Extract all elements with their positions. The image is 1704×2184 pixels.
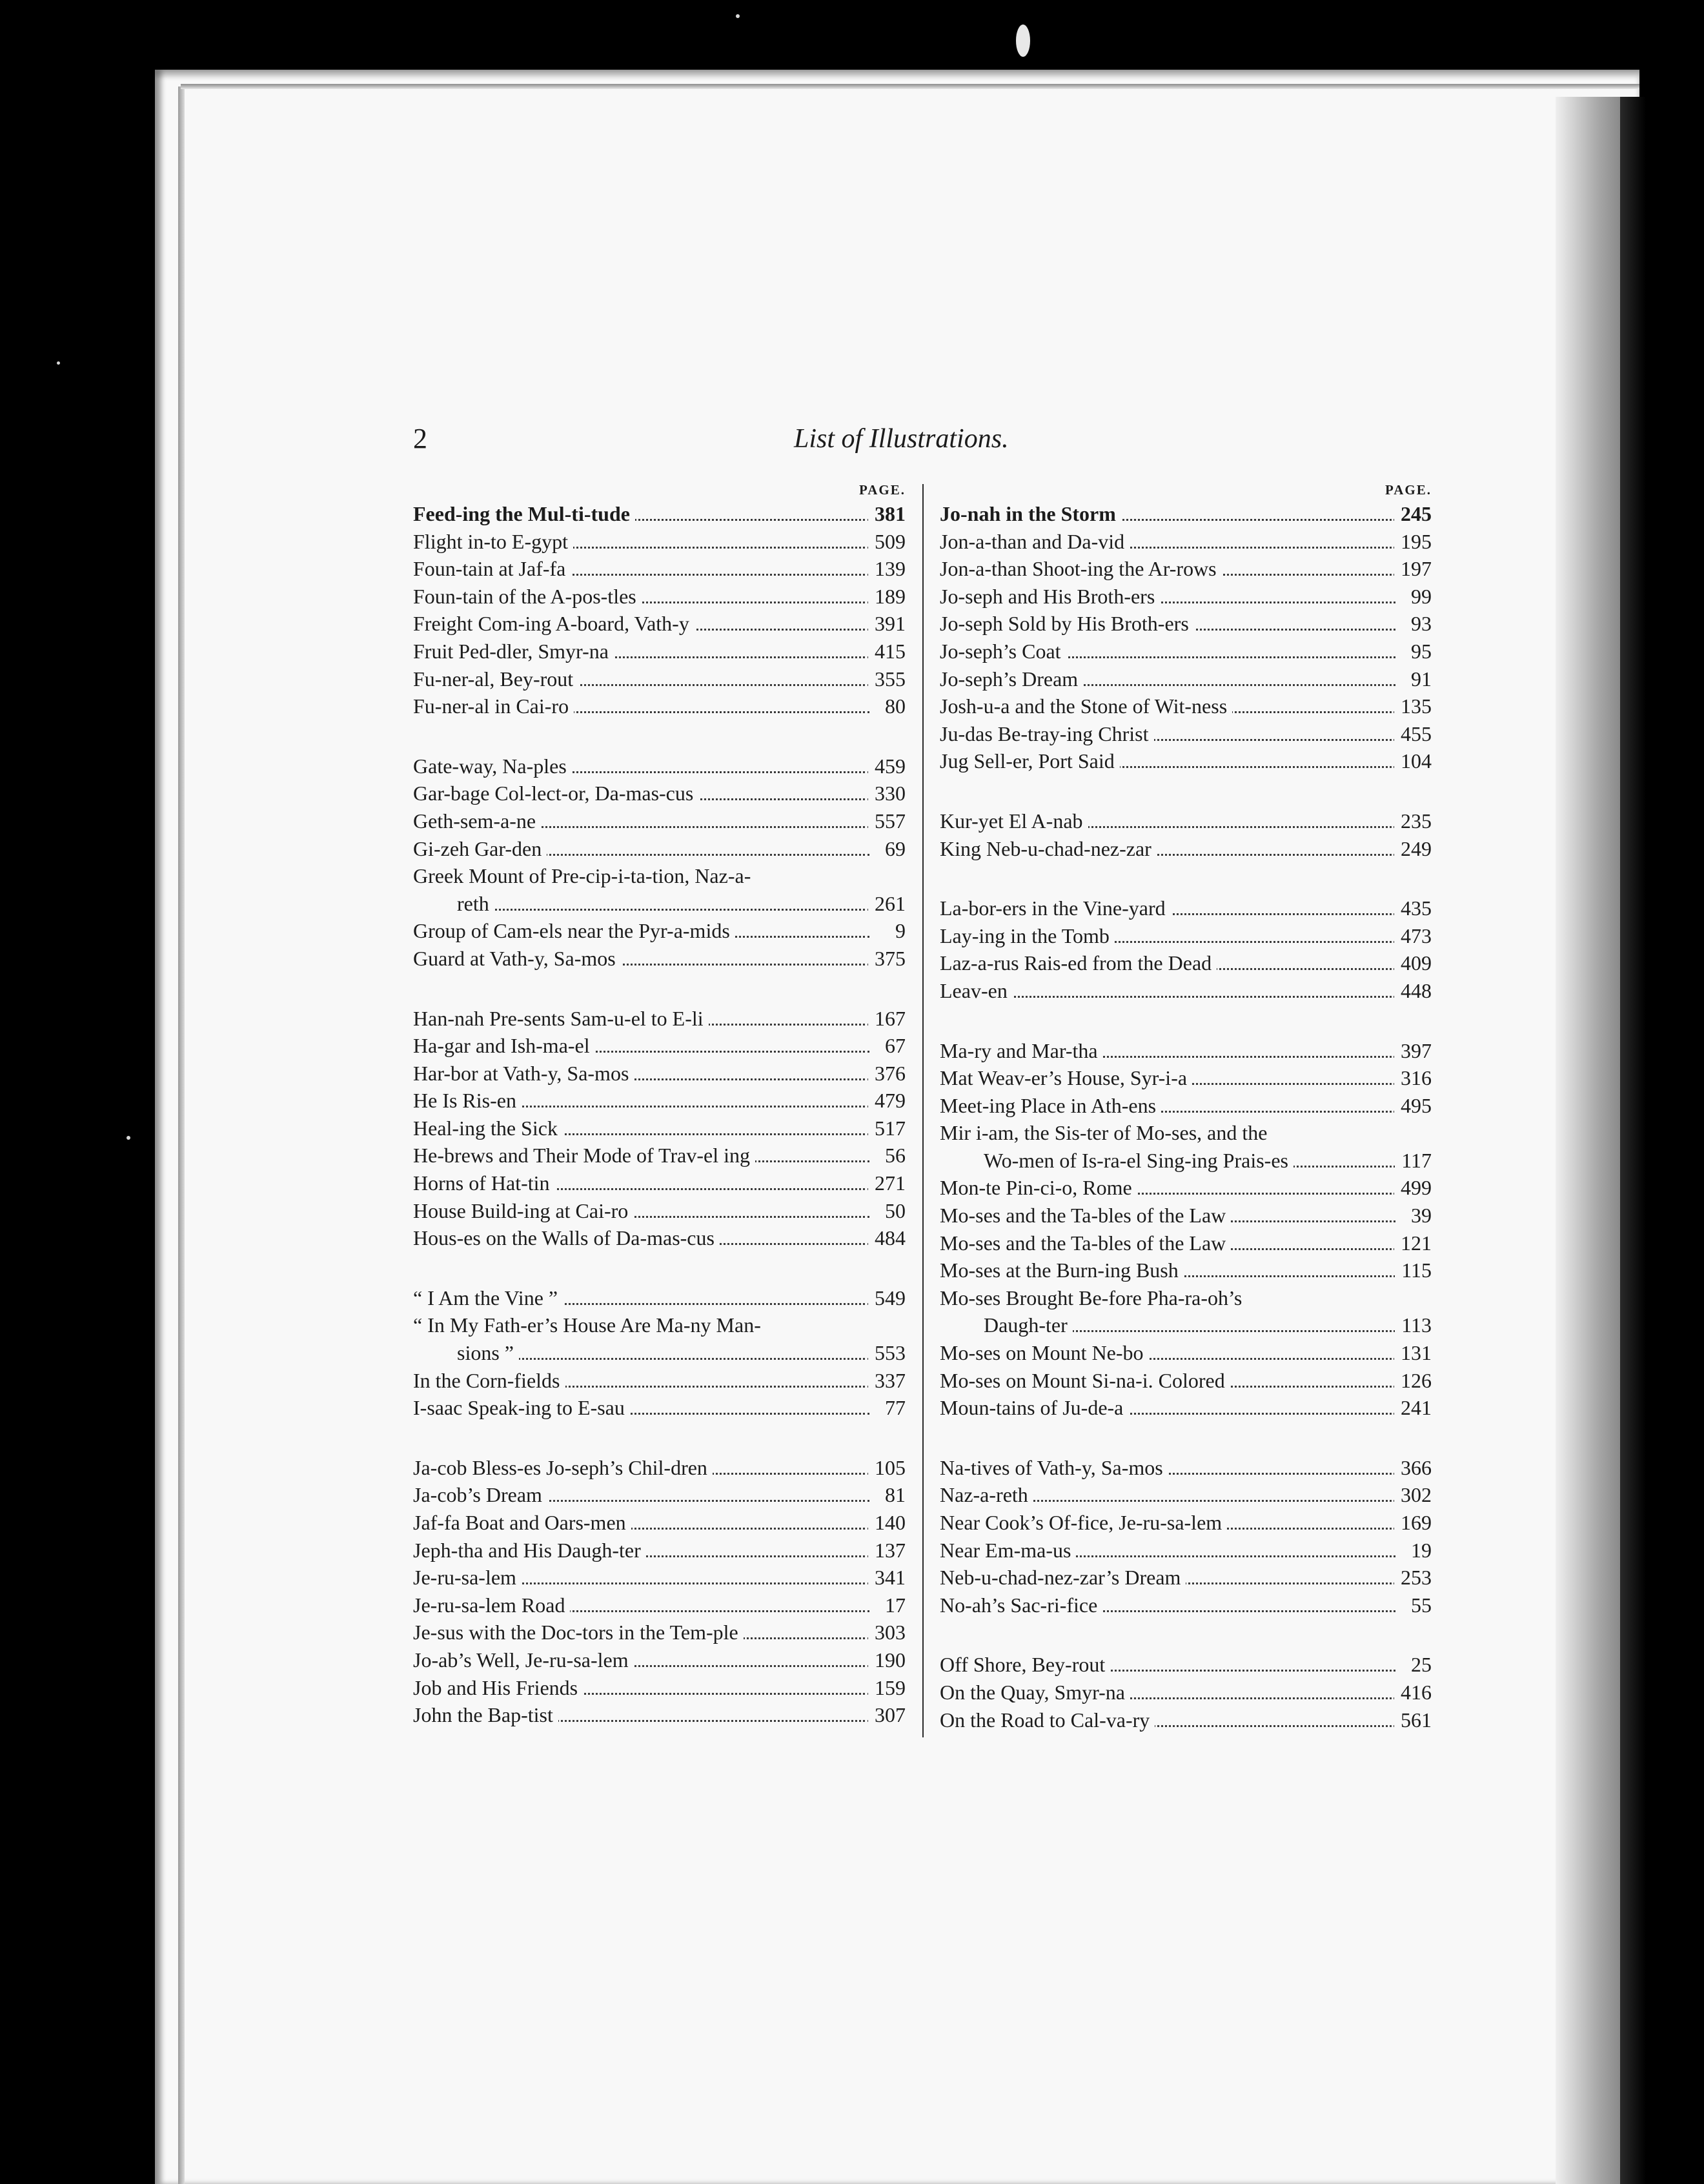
list-item bbox=[413, 835, 908, 863]
illustration-title: Daugh-ter bbox=[940, 1313, 1073, 1337]
list-item bbox=[413, 917, 908, 945]
list-item bbox=[413, 780, 908, 807]
illustration-page-number: 55 bbox=[1405, 1592, 1432, 1619]
list-item bbox=[940, 583, 1434, 611]
illustration-title: Laz-a-rus Rais-ed from the Dead bbox=[940, 951, 1217, 975]
illustration-title: Feed-ing the Mul-ti-tude bbox=[413, 502, 635, 525]
illustration-title: “ I Am the Vine ” bbox=[413, 1286, 563, 1309]
illustration-title: Foun-tain of the A-pos-tles bbox=[413, 585, 642, 608]
page-gutter-shadow bbox=[1556, 97, 1620, 2184]
illustration-page-number: 409 bbox=[1394, 949, 1432, 977]
illustration-page-number: 235 bbox=[1394, 807, 1432, 835]
illustration-title: Gar-bage Col-lect-or, Da-mas-cus bbox=[413, 782, 698, 805]
list-item bbox=[413, 1537, 908, 1564]
illustration-title: “ In My Fath-er’s House Are Ma-ny Man- bbox=[413, 1313, 766, 1337]
illustration-title: Je-sus with the Doc-tors in the Tem-ple bbox=[413, 1621, 744, 1644]
dust-speck bbox=[57, 361, 60, 365]
list-item bbox=[940, 949, 1434, 977]
illustration-title: Off Shore, Bey-rout bbox=[940, 1653, 1110, 1676]
illustration-title: La-bor-ers in the Vine-yard bbox=[940, 896, 1171, 920]
illustration-title: Naz-a-reth bbox=[940, 1483, 1033, 1506]
illustration-page-number: 126 bbox=[1394, 1367, 1432, 1395]
illustration-page-number: 131 bbox=[1394, 1339, 1432, 1367]
illustration-page-number: 557 bbox=[868, 807, 906, 835]
illustration-title: Fu-ner-al, Bey-rout bbox=[413, 667, 578, 691]
illustration-page-number: 341 bbox=[868, 1564, 906, 1592]
illustration-title: Har-bor at Vath-y, Sa-mos bbox=[413, 1062, 634, 1085]
list-item bbox=[940, 922, 1434, 950]
list-item bbox=[413, 1087, 908, 1115]
list-item bbox=[413, 1701, 908, 1729]
list-item bbox=[940, 1706, 1434, 1734]
illustration-page-number: 416 bbox=[1394, 1679, 1432, 1706]
illustration-page-number: 549 bbox=[868, 1284, 906, 1312]
list-item bbox=[413, 1509, 908, 1537]
illustration-page-number: 448 bbox=[1394, 977, 1432, 1005]
illustration-title: Mo-ses on Mount Ne-bo bbox=[940, 1341, 1149, 1364]
list-item bbox=[940, 1147, 1434, 1175]
illustration-page-number: 81 bbox=[878, 1481, 906, 1509]
list-item bbox=[413, 555, 908, 583]
illustration-page-number: 561 bbox=[1394, 1706, 1432, 1734]
illustration-title: I-saac Speak-ing to E-sau bbox=[413, 1396, 630, 1419]
page-column-label: PAGE. bbox=[858, 482, 906, 498]
list-item bbox=[413, 528, 908, 556]
page-number: 2 bbox=[413, 423, 427, 454]
illustration-title: Neb-u-chad-nez-zar’s Dream bbox=[940, 1566, 1186, 1589]
illustration-page-number: 509 bbox=[868, 528, 906, 556]
list-item bbox=[940, 638, 1434, 665]
illustration-page-number: 495 bbox=[1394, 1092, 1432, 1120]
illustration-title: Jug Sell-er, Port Said bbox=[940, 749, 1120, 773]
illustration-title: Ja-cob Bless-es Jo-seph’s Chil-dren bbox=[413, 1456, 713, 1479]
illustration-page-number: 135 bbox=[1394, 693, 1432, 720]
list-item bbox=[413, 1674, 908, 1702]
list-item bbox=[940, 665, 1434, 693]
list-item bbox=[940, 977, 1434, 1005]
illustration-title: Jo-seph Sold by His Broth-ers bbox=[940, 612, 1194, 635]
list-item bbox=[940, 1257, 1434, 1284]
dust-speck bbox=[736, 14, 740, 18]
illustration-title: Mo-ses on Mount Si-na-i. Colored bbox=[940, 1369, 1230, 1392]
illustration-title: Ha-gar and Ish-ma-el bbox=[413, 1034, 595, 1057]
list-item bbox=[940, 1394, 1434, 1422]
illustration-page-number: 459 bbox=[868, 753, 906, 780]
illustration-page-number: 253 bbox=[1394, 1564, 1432, 1592]
illustration-title: Guard at Vath-y, Sa-mos bbox=[413, 947, 621, 970]
page-column-label: PAGE. bbox=[1384, 482, 1432, 498]
illustration-title: Jo-seph’s Dream bbox=[940, 667, 1083, 691]
right-column bbox=[940, 480, 1434, 1734]
illustration-page-number: 302 bbox=[1394, 1481, 1432, 1509]
dust-speck bbox=[127, 1136, 130, 1140]
list-item bbox=[413, 1115, 908, 1142]
illustration-page-number: 93 bbox=[1405, 610, 1432, 638]
entry-list bbox=[940, 500, 1434, 1734]
illustration-title: Ju-das Be-tray-ing Christ bbox=[940, 722, 1154, 745]
illustration-title: Mo-ses Brought Be-fore Pha-ra-oh’s bbox=[940, 1286, 1247, 1309]
illustration-title: Jo-seph’s Coat bbox=[940, 640, 1066, 663]
illustration-page-number: 115 bbox=[1395, 1257, 1432, 1284]
list-item bbox=[940, 1339, 1434, 1367]
illustration-title: Mat Weav-er’s House, Syr-i-a bbox=[940, 1066, 1192, 1089]
list-item bbox=[940, 1284, 1434, 1312]
list-item bbox=[940, 1509, 1434, 1537]
illustration-page-number: 366 bbox=[1394, 1454, 1432, 1482]
illustration-page-number: 484 bbox=[868, 1224, 906, 1252]
illustration-title: King Neb-u-chad-nez-zar bbox=[940, 837, 1157, 860]
illustration-page-number: 9 bbox=[889, 917, 906, 945]
list-item bbox=[940, 835, 1434, 863]
list-item bbox=[940, 807, 1434, 835]
illustration-title: Ma-ry and Mar-tha bbox=[940, 1039, 1103, 1062]
illustration-page-number: 376 bbox=[868, 1060, 906, 1087]
illustration-page-number: 307 bbox=[868, 1701, 906, 1729]
illustration-title: Mir i-am, the Sis-ter of Mo-ses, and the bbox=[940, 1121, 1272, 1144]
illustration-title: Meet-ing Place in Ath-ens bbox=[940, 1094, 1161, 1117]
illustration-page-number: 375 bbox=[868, 945, 906, 973]
illustration-page-number: 104 bbox=[1394, 747, 1432, 775]
illustration-title: Je-ru-sa-lem bbox=[413, 1566, 522, 1589]
illustration-title: Leav-en bbox=[940, 979, 1013, 1002]
illustration-page-number: 121 bbox=[1394, 1229, 1432, 1257]
list-item bbox=[940, 1092, 1434, 1120]
illustration-page-number: 56 bbox=[878, 1142, 906, 1169]
illustration-title: No-ah’s Sac-ri-fice bbox=[940, 1593, 1102, 1617]
illustration-page-number: 95 bbox=[1405, 638, 1432, 665]
illustration-page-number: 473 bbox=[1394, 922, 1432, 950]
illustration-page-number: 140 bbox=[868, 1509, 906, 1537]
list-item bbox=[940, 528, 1434, 556]
illustration-page-number: 271 bbox=[868, 1169, 906, 1197]
list-item bbox=[413, 638, 908, 665]
list-item bbox=[413, 1339, 908, 1367]
illustration-page-number: 159 bbox=[868, 1674, 906, 1702]
list-item bbox=[413, 1619, 908, 1646]
illustration-title: Mon-te Pin-ci-o, Rome bbox=[940, 1176, 1137, 1199]
illustration-page-number: 499 bbox=[1394, 1174, 1432, 1202]
list-item bbox=[940, 1564, 1434, 1592]
list-item bbox=[940, 693, 1434, 720]
list-item bbox=[940, 1064, 1434, 1092]
page-header bbox=[413, 416, 1059, 461]
illustration-page-number: 197 bbox=[1394, 555, 1432, 583]
illustration-page-number: 190 bbox=[868, 1646, 906, 1674]
list-item bbox=[413, 1005, 908, 1033]
list-item bbox=[940, 895, 1434, 922]
list-item bbox=[413, 610, 908, 638]
illustration-page-number: 69 bbox=[878, 835, 906, 863]
list-item bbox=[940, 1229, 1434, 1257]
illustration-page-number: 91 bbox=[1405, 665, 1432, 693]
illustration-title: Lay-ing in the Tomb bbox=[940, 924, 1115, 947]
illustration-page-number: 113 bbox=[1395, 1311, 1432, 1339]
list-item bbox=[940, 720, 1434, 748]
list-item bbox=[413, 1592, 908, 1619]
list-item bbox=[413, 1481, 908, 1509]
list-item bbox=[940, 1367, 1434, 1395]
illustration-title: Jo-ab’s Well, Je-ru-sa-lem bbox=[413, 1648, 634, 1672]
illustration-title: Wo-men of Is-ra-el Sing-ing Prais-es bbox=[940, 1149, 1293, 1172]
illustration-page-number: 189 bbox=[868, 583, 906, 611]
illustration-title: Hous-es on the Walls of Da-mas-cus bbox=[413, 1226, 720, 1249]
illustration-page-number: 195 bbox=[1394, 528, 1432, 556]
illustration-page-number: 415 bbox=[868, 638, 906, 665]
list-item bbox=[413, 862, 908, 890]
list-item bbox=[940, 747, 1434, 775]
illustration-title: Gi-zeh Gar-den bbox=[413, 837, 547, 860]
illustration-title: Job and His Friends bbox=[413, 1676, 583, 1699]
list-item bbox=[413, 1284, 908, 1312]
illustration-title: Heal-ing the Sick bbox=[413, 1117, 563, 1140]
illustration-title: Jeph-tha and His Daugh-ter bbox=[413, 1539, 646, 1562]
list-item bbox=[413, 890, 908, 918]
illustration-title: Je-ru-sa-lem Road bbox=[413, 1593, 570, 1617]
entry-list bbox=[413, 500, 908, 1729]
list-item bbox=[940, 1679, 1434, 1706]
list-item bbox=[940, 1481, 1434, 1509]
illustration-title: Mo-ses and the Ta-bles of the Law bbox=[940, 1231, 1231, 1255]
illustration-title: sions ” bbox=[413, 1341, 519, 1364]
illustration-page-number: 19 bbox=[1405, 1537, 1432, 1564]
illustration-page-number: 167 bbox=[868, 1005, 906, 1033]
illustration-title: Mo-ses and the Ta-bles of the Law bbox=[940, 1204, 1231, 1227]
list-item bbox=[413, 1197, 908, 1225]
illustration-title: Jaf-fa Boat and Oars-men bbox=[413, 1511, 631, 1534]
illustration-page-number: 261 bbox=[868, 890, 906, 918]
illustration-page-number: 77 bbox=[878, 1394, 906, 1422]
list-item bbox=[940, 1311, 1434, 1339]
illustration-title: Josh-u-a and the Stone of Wit-ness bbox=[940, 694, 1232, 718]
illustration-title: Jon-a-than Shoot-ing the Ar-rows bbox=[940, 557, 1222, 580]
list-item bbox=[413, 1060, 908, 1087]
list-item bbox=[413, 583, 908, 611]
list-item bbox=[413, 1646, 908, 1674]
illustration-page-number: 517 bbox=[868, 1115, 906, 1142]
illustration-title: Kur-yet El A-nab bbox=[940, 809, 1088, 833]
illustration-title: Near Em-ma-us bbox=[940, 1539, 1076, 1562]
list-item bbox=[413, 1454, 908, 1482]
illustration-page-number: 169 bbox=[1394, 1509, 1432, 1537]
illustration-title: In the Corn-fields bbox=[413, 1369, 565, 1392]
illustration-page-number: 117 bbox=[1395, 1147, 1432, 1175]
list-item bbox=[940, 1454, 1434, 1482]
list-item bbox=[940, 1592, 1434, 1619]
illustration-title: Near Cook’s Of-fice, Je-ru-sa-lem bbox=[940, 1511, 1227, 1534]
illustration-title: John the Bap-tist bbox=[413, 1703, 558, 1726]
illustration-page-number: 337 bbox=[868, 1367, 906, 1395]
illustration-title: Han-nah Pre-sents Sam-u-el to E-li bbox=[413, 1007, 709, 1030]
illustration-title: Greek Mount of Pre-cip-i-ta-tion, Naz-a- bbox=[413, 864, 756, 887]
illustration-title: On the Road to Cal-va-ry bbox=[940, 1708, 1155, 1732]
list-item bbox=[940, 1651, 1434, 1679]
illustration-page-number: 330 bbox=[868, 780, 906, 807]
illustration-title: Horns of Hat-tin bbox=[413, 1171, 555, 1195]
list-item bbox=[413, 1032, 908, 1060]
illustration-title: Fu-ner-al in Cai-ro bbox=[413, 694, 574, 718]
illustration-title: On the Quay, Smyr-na bbox=[940, 1681, 1130, 1704]
illustration-title: Na-tives of Vath-y, Sa-mos bbox=[940, 1456, 1168, 1479]
list-item bbox=[940, 1537, 1434, 1564]
illustration-page-number: 17 bbox=[878, 1592, 906, 1619]
illustration-page-number: 67 bbox=[878, 1032, 906, 1060]
illustration-page-number: 139 bbox=[868, 555, 906, 583]
page-edge bbox=[1620, 97, 1646, 2184]
list-item bbox=[413, 753, 908, 780]
list-item bbox=[413, 945, 908, 973]
list-item bbox=[940, 555, 1434, 583]
illustration-title: Freight Com-ing A-board, Vath-y bbox=[413, 612, 695, 635]
illustration-page-number: 137 bbox=[868, 1537, 906, 1564]
illustration-title: Fruit Ped-dler, Smyr-na bbox=[413, 640, 614, 663]
list-item bbox=[940, 500, 1434, 528]
dust-speck bbox=[1016, 25, 1030, 57]
illustration-page-number: 553 bbox=[868, 1339, 906, 1367]
list-item bbox=[413, 665, 908, 693]
illustration-title: Group of Cam-els near the Pyr-a-mids bbox=[413, 919, 735, 942]
illustration-title: Mo-ses at the Burn-ing Bush bbox=[940, 1259, 1184, 1282]
list-item bbox=[413, 1367, 908, 1395]
illustration-page-number: 50 bbox=[878, 1197, 906, 1225]
list-item bbox=[940, 1174, 1434, 1202]
column-divider bbox=[922, 484, 924, 1737]
list-item bbox=[413, 1564, 908, 1592]
running-title: List of Illustrations. bbox=[794, 424, 1009, 454]
illustration-page-number: 80 bbox=[878, 693, 906, 720]
illustration-title: He Is Ris-en bbox=[413, 1089, 522, 1112]
illustration-title: Jo-nah in the Storm bbox=[940, 502, 1121, 525]
illustration-title: Jo-seph and His Broth-ers bbox=[940, 585, 1160, 608]
illustration-title: reth bbox=[413, 892, 494, 915]
list-item bbox=[413, 1224, 908, 1252]
illustration-page-number: 435 bbox=[1394, 895, 1432, 922]
illustration-title: Ja-cob’s Dream bbox=[413, 1483, 547, 1506]
illustration-title: Moun-tains of Ju-de-a bbox=[940, 1396, 1128, 1419]
list-item bbox=[413, 1169, 908, 1197]
illustration-page-number: 25 bbox=[1405, 1651, 1432, 1679]
list-item bbox=[413, 1142, 908, 1169]
illustration-page-number: 391 bbox=[868, 610, 906, 638]
illustration-title: Jon-a-than and Da-vid bbox=[940, 530, 1130, 553]
illustration-page-number: 381 bbox=[868, 500, 906, 528]
list-item bbox=[940, 1119, 1434, 1147]
illustration-page-number: 397 bbox=[1394, 1037, 1432, 1065]
illustration-page-number: 303 bbox=[868, 1619, 906, 1646]
illustration-page-number: 355 bbox=[868, 665, 906, 693]
list-item bbox=[940, 1202, 1434, 1229]
illustration-title: Foun-tain at Jaf-fa bbox=[413, 557, 571, 580]
illustration-page-number: 316 bbox=[1394, 1064, 1432, 1092]
list-item bbox=[413, 693, 908, 720]
list-item bbox=[940, 610, 1434, 638]
list-item bbox=[413, 1394, 908, 1422]
left-column bbox=[413, 480, 908, 1729]
illustration-page-number: 39 bbox=[1405, 1202, 1432, 1229]
list-item bbox=[940, 1037, 1434, 1065]
illustration-title: House Build-ing at Cai-ro bbox=[413, 1199, 633, 1222]
illustration-title: Flight in-to E-gypt bbox=[413, 530, 573, 553]
illustration-page-number: 479 bbox=[868, 1087, 906, 1115]
illustration-page-number: 455 bbox=[1394, 720, 1432, 748]
illustration-title: Gate-way, Na-ples bbox=[413, 754, 572, 778]
illustration-page-number: 99 bbox=[1405, 583, 1432, 611]
illustration-page-number: 105 bbox=[868, 1454, 906, 1482]
list-item bbox=[413, 1311, 908, 1339]
illustration-page-number: 241 bbox=[1394, 1394, 1432, 1422]
illustration-title: He-brews and Their Mode of Trav-el ing bbox=[413, 1144, 755, 1167]
list-item bbox=[413, 807, 908, 835]
illustration-page-number: 249 bbox=[1394, 835, 1432, 863]
illustration-title: Geth-sem-a-ne bbox=[413, 809, 541, 833]
list-item bbox=[413, 500, 908, 528]
illustration-page-number: 245 bbox=[1394, 500, 1432, 528]
